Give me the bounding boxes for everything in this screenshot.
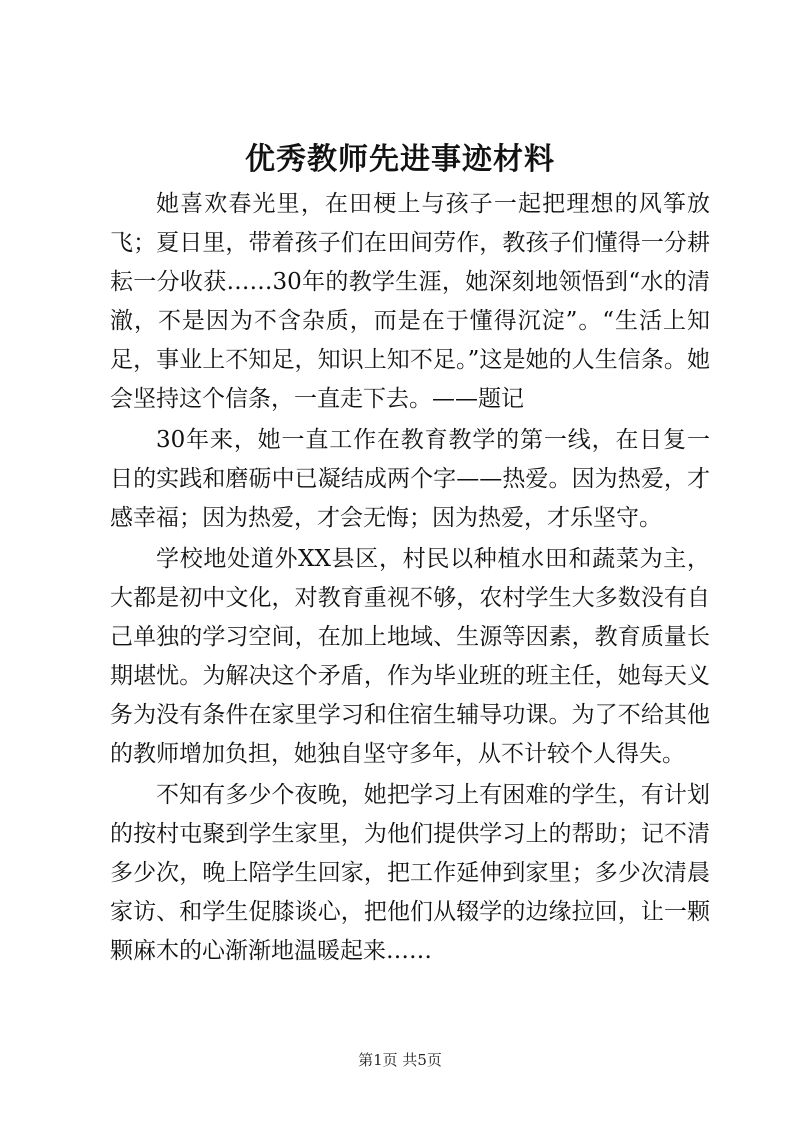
paragraph-epigraph: 她喜欢春光里，在田梗上与孩子一起把理想的风筝放飞；夏日里，带着孩子们在田间劳作，教孩子们懂得一分耕耘一分收获……30年的教学生涯，她深刻地领悟到“水的清澈，不是因为不含杂质，而是在于懂得沉淀”。“生活上知足，事业上不知足，知识上知不足。”这是她的人生信条。她会坚持这个信条，一直走下去。——题记 bbox=[110, 191, 710, 412]
document-body bbox=[110, 185, 710, 973]
paragraph-school: 学校地处道外XX县区，村民以种植水田和蔬菜为主，大都是初中文化，对教育重视不够，农村学生大多数没有自己单独的学习空间，在加上地域、生源等因素，教育质量长期堪忧。为解决这个矛盾，作为毕业班的班主任，她每天义务为没有条件在家里学习和住宿生辅导功课。为了不给其他的教师增加负担，她独自坚守多年，从不计较个人得失。 bbox=[110, 546, 710, 767]
paragraph-thirty-years: 30年来，她一直工作在教育教学的第一线，在日复一日的实践和磨砺中已凝结成两个字——热爱。因为热爱，才感幸福；因为热爱，才会无悔；因为热爱，才乐坚守。 bbox=[110, 427, 710, 531]
page-number-footer: 第1页 共5页 bbox=[358, 1051, 442, 1069]
paragraph-nights: 不知有多少个夜晚，她把学习上有困难的学生，有计划的按村屯聚到学生家里，为他们提供学习上的帮助；记不清多少次，晚上陪学生回家，把工作延伸到家里；多少次清晨家访、和学生促膝谈心，把他们从辍学的边缘拉回，让一颗颗麻木的心渐渐地温暖起来…… bbox=[110, 782, 710, 964]
document-title: 优秀教师先进事迹材料 bbox=[245, 142, 555, 177]
